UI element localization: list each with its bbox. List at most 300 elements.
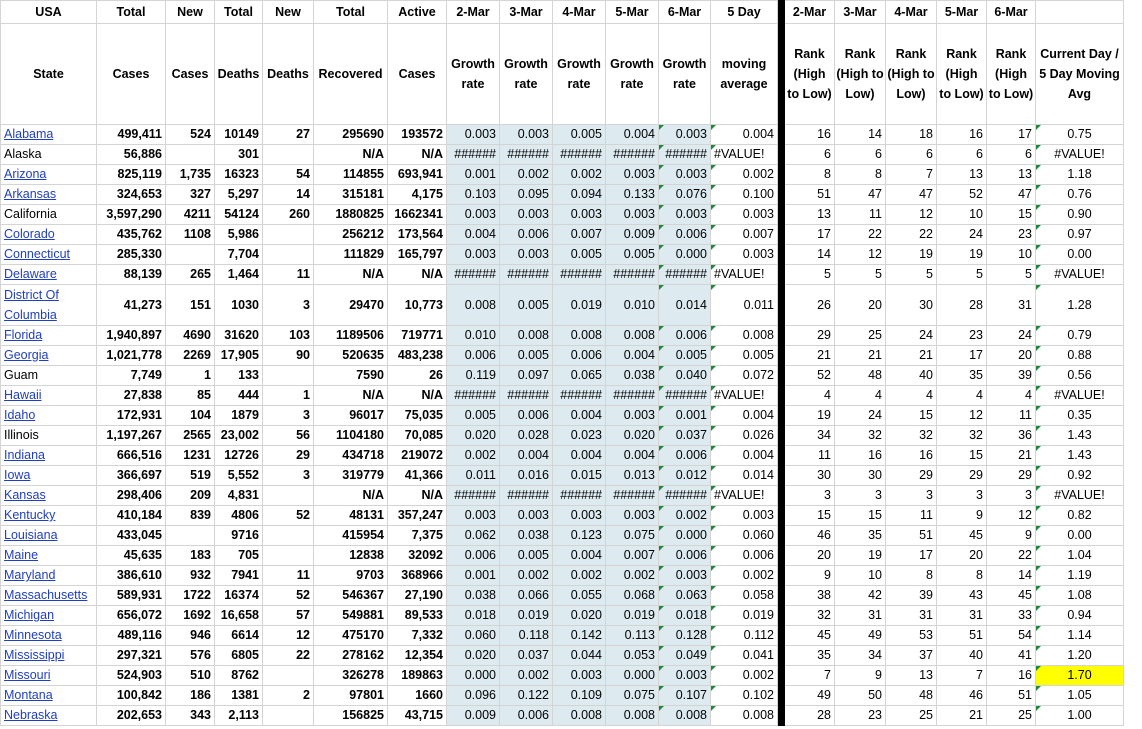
data-cell[interactable]: 18 [886, 125, 937, 145]
data-cell[interactable]: 0.018 [659, 606, 711, 626]
data-cell[interactable] [263, 486, 314, 506]
data-cell[interactable]: 40 [937, 646, 987, 666]
state-link[interactable]: Arizona [1, 165, 97, 185]
data-cell[interactable]: N/A [388, 486, 447, 506]
header-label-cell-10[interactable]: Growth rate [606, 24, 659, 125]
data-cell[interactable]: 45 [987, 586, 1036, 606]
header-date-cell-11[interactable]: 6-Mar [659, 1, 711, 24]
data-cell[interactable]: 256212 [314, 225, 388, 245]
data-cell[interactable]: 0.072 [711, 366, 778, 386]
data-cell[interactable]: 1,940,897 [97, 326, 166, 346]
data-cell[interactable]: 25 [987, 706, 1036, 726]
data-cell[interactable]: 0.56 [1036, 366, 1124, 386]
data-cell[interactable]: 0.002 [447, 446, 500, 466]
data-cell[interactable]: 45 [785, 626, 835, 646]
data-cell[interactable]: 0.100 [711, 185, 778, 205]
data-cell[interactable]: 0.014 [659, 285, 711, 326]
data-cell[interactable]: ###### [553, 486, 606, 506]
data-cell[interactable]: 114855 [314, 165, 388, 185]
data-cell[interactable]: 1.05 [1036, 686, 1124, 706]
data-cell[interactable]: 0.006 [711, 546, 778, 566]
header-label-cell-0[interactable]: State [1, 24, 97, 125]
data-cell[interactable]: 0.007 [553, 225, 606, 245]
data-cell[interactable]: ###### [659, 265, 711, 285]
data-cell[interactable]: 103 [263, 326, 314, 346]
data-cell[interactable]: 0.006 [659, 225, 711, 245]
data-cell[interactable]: 56 [263, 426, 314, 446]
data-cell[interactable]: 0.005 [553, 245, 606, 265]
data-cell[interactable]: 34 [785, 426, 835, 446]
data-cell[interactable]: 7 [886, 165, 937, 185]
data-cell[interactable]: 49 [835, 626, 886, 646]
data-cell[interactable]: 14 [835, 125, 886, 145]
data-cell[interactable]: 14 [263, 185, 314, 205]
data-cell[interactable]: 7,375 [388, 526, 447, 546]
data-cell[interactable]: 0.003 [606, 165, 659, 185]
data-cell[interactable]: 0.004 [553, 446, 606, 466]
data-cell[interactable]: 16 [785, 125, 835, 145]
data-cell[interactable]: 28 [785, 706, 835, 726]
data-cell[interactable]: 6 [785, 145, 835, 165]
data-cell[interactable]: 1.14 [1036, 626, 1124, 646]
data-cell[interactable]: 90 [263, 346, 314, 366]
data-cell[interactable]: 1104180 [314, 426, 388, 446]
data-cell[interactable]: 0.00 [1036, 526, 1124, 546]
data-cell[interactable]: 41,366 [388, 466, 447, 486]
header-label-cell-7[interactable]: Growth rate [447, 24, 500, 125]
data-cell[interactable]: 17 [937, 346, 987, 366]
data-cell[interactable]: 0.122 [500, 686, 553, 706]
data-cell[interactable]: 47 [987, 185, 1036, 205]
data-cell[interactable]: 9 [987, 526, 1036, 546]
data-cell[interactable]: 0.096 [447, 686, 500, 706]
data-cell[interactable] [263, 546, 314, 566]
data-cell[interactable]: ###### [447, 145, 500, 165]
data-cell[interactable]: 932 [166, 566, 215, 586]
data-cell[interactable]: 0.006 [500, 706, 553, 726]
data-cell[interactable]: 4690 [166, 326, 215, 346]
state-link[interactable]: Georgia [1, 346, 97, 366]
data-cell[interactable]: 15 [987, 205, 1036, 225]
header-date-cell-15[interactable]: 3-Mar [835, 1, 886, 24]
data-cell[interactable]: 10 [937, 205, 987, 225]
state-link[interactable]: Kansas [1, 486, 97, 506]
data-cell[interactable]: 2565 [166, 426, 215, 446]
state-link[interactable]: Missouri [1, 666, 97, 686]
header-label-cell-6[interactable]: Cases [388, 24, 447, 125]
data-cell[interactable]: 13 [886, 666, 937, 686]
header-date-cell-14[interactable]: 2-Mar [785, 1, 835, 24]
data-cell[interactable]: 2269 [166, 346, 215, 366]
data-cell[interactable]: 133 [215, 366, 263, 386]
data-cell[interactable]: 589,931 [97, 586, 166, 606]
header-date-cell-18[interactable]: 6-Mar [987, 1, 1036, 24]
data-cell[interactable]: 0.013 [606, 466, 659, 486]
data-cell[interactable]: 0.142 [553, 626, 606, 646]
data-cell[interactable]: 47 [835, 185, 886, 205]
data-cell[interactable]: 0.003 [500, 125, 553, 145]
data-cell[interactable]: 23 [835, 706, 886, 726]
data-cell[interactable]: 13 [987, 165, 1036, 185]
data-cell[interactable]: 3 [835, 486, 886, 506]
data-cell[interactable]: 2,113 [215, 706, 263, 726]
data-cell[interactable]: 656,072 [97, 606, 166, 626]
data-cell[interactable]: 326278 [314, 666, 388, 686]
data-cell[interactable]: 0.118 [500, 626, 553, 646]
data-cell[interactable]: 301 [215, 145, 263, 165]
data-cell[interactable] [263, 666, 314, 686]
state-link[interactable]: Indiana [1, 446, 97, 466]
data-cell[interactable]: #VALUE! [711, 486, 778, 506]
data-cell[interactable]: 0.002 [500, 566, 553, 586]
data-cell[interactable]: 4 [835, 386, 886, 406]
data-cell[interactable]: 0.003 [606, 406, 659, 426]
data-cell[interactable]: 27,190 [388, 586, 447, 606]
data-cell[interactable]: 499,411 [97, 125, 166, 145]
data-cell[interactable]: 104 [166, 406, 215, 426]
data-cell[interactable]: 7 [785, 666, 835, 686]
state-link[interactable]: Maryland [1, 566, 97, 586]
header-date-cell-4[interactable]: New [263, 1, 314, 24]
data-cell[interactable]: 693,941 [388, 165, 447, 185]
data-cell[interactable]: 0.004 [606, 346, 659, 366]
data-cell[interactable]: 0.003 [659, 125, 711, 145]
data-cell[interactable]: 0.002 [500, 666, 553, 686]
state-name-cell[interactable]: Illinois [1, 426, 97, 446]
data-cell[interactable]: 0.133 [606, 185, 659, 205]
data-cell[interactable]: 19 [937, 245, 987, 265]
data-cell[interactable]: 0.028 [500, 426, 553, 446]
data-cell[interactable]: #VALUE! [1036, 145, 1124, 165]
data-cell[interactable]: 297,321 [97, 646, 166, 666]
data-cell[interactable]: 0.037 [659, 426, 711, 446]
data-cell[interactable]: 3 [263, 285, 314, 326]
data-cell[interactable]: 3,597,290 [97, 205, 166, 225]
data-cell[interactable]: 29 [263, 446, 314, 466]
data-cell[interactable]: 19 [835, 546, 886, 566]
data-cell[interactable]: 88,139 [97, 265, 166, 285]
state-link[interactable]: Alabama [1, 125, 97, 145]
data-cell[interactable]: 29 [785, 326, 835, 346]
data-cell[interactable]: 0.060 [711, 526, 778, 546]
header-date-cell-5[interactable]: Total [314, 1, 388, 24]
data-cell[interactable]: 22 [263, 646, 314, 666]
data-cell[interactable]: 35 [835, 526, 886, 546]
data-cell[interactable]: 75,035 [388, 406, 447, 426]
data-cell[interactable]: 0.002 [711, 566, 778, 586]
data-cell[interactable]: 46 [785, 526, 835, 546]
data-cell[interactable]: 23 [937, 326, 987, 346]
data-cell[interactable]: 5 [937, 265, 987, 285]
data-cell[interactable]: 0.000 [606, 666, 659, 686]
data-cell[interactable] [263, 225, 314, 245]
data-cell[interactable]: 5 [886, 265, 937, 285]
data-cell[interactable]: 0.019 [553, 285, 606, 326]
data-cell[interactable]: 0.79 [1036, 326, 1124, 346]
data-cell[interactable]: 0.003 [659, 165, 711, 185]
data-cell[interactable]: 5,986 [215, 225, 263, 245]
data-cell[interactable]: 0.015 [553, 466, 606, 486]
data-cell[interactable]: 0.003 [447, 205, 500, 225]
data-cell[interactable]: 357,247 [388, 506, 447, 526]
data-cell[interactable]: 386,610 [97, 566, 166, 586]
data-cell[interactable]: 24 [987, 326, 1036, 346]
data-cell[interactable]: 39 [987, 366, 1036, 386]
header-label-cell-18[interactable]: Rank (High to Low) [987, 24, 1036, 125]
data-cell[interactable]: 4 [886, 386, 937, 406]
header-label-cell-14[interactable]: Rank (High to Low) [785, 24, 835, 125]
data-cell[interactable]: 0.060 [447, 626, 500, 646]
data-cell[interactable]: 0.004 [447, 225, 500, 245]
data-cell[interactable]: 11 [987, 406, 1036, 426]
data-cell[interactable]: 4211 [166, 205, 215, 225]
state-name-cell[interactable]: Guam [1, 366, 97, 386]
data-cell[interactable]: 41,273 [97, 285, 166, 326]
data-cell[interactable]: ###### [500, 386, 553, 406]
data-cell[interactable]: 7 [937, 666, 987, 686]
data-cell[interactable]: 31620 [215, 326, 263, 346]
data-cell[interactable]: 0.006 [659, 326, 711, 346]
data-cell[interactable]: 219072 [388, 446, 447, 466]
data-cell[interactable]: 0.003 [711, 506, 778, 526]
data-cell[interactable]: 32 [937, 426, 987, 446]
data-cell[interactable]: 327 [166, 185, 215, 205]
data-cell[interactable]: 21 [937, 706, 987, 726]
data-cell[interactable]: 8 [886, 566, 937, 586]
data-cell[interactable]: 52 [785, 366, 835, 386]
data-cell[interactable]: 4,175 [388, 185, 447, 205]
data-cell[interactable]: 0.113 [606, 626, 659, 646]
data-cell[interactable]: 12 [835, 245, 886, 265]
data-cell[interactable] [263, 706, 314, 726]
data-cell[interactable]: ###### [606, 265, 659, 285]
data-cell[interactable]: 7,704 [215, 245, 263, 265]
state-link[interactable]: Minnesota [1, 626, 97, 646]
data-cell[interactable]: 16 [937, 125, 987, 145]
data-cell[interactable]: 0.102 [711, 686, 778, 706]
data-cell[interactable]: 0.003 [500, 205, 553, 225]
data-cell[interactable]: ###### [659, 486, 711, 506]
data-cell[interactable]: 0.008 [500, 326, 553, 346]
data-cell[interactable]: 15 [835, 506, 886, 526]
data-cell[interactable]: 54124 [215, 205, 263, 225]
data-cell[interactable]: 0.008 [553, 326, 606, 346]
data-cell[interactable]: 1.70 [1036, 666, 1124, 686]
state-link[interactable]: Louisiana [1, 526, 97, 546]
data-cell[interactable]: 0.123 [553, 526, 606, 546]
data-cell[interactable]: ###### [553, 386, 606, 406]
data-cell[interactable]: 17,905 [215, 346, 263, 366]
data-cell[interactable]: 1189506 [314, 326, 388, 346]
data-cell[interactable]: 57 [263, 606, 314, 626]
data-cell[interactable]: 483,238 [388, 346, 447, 366]
data-cell[interactable]: 1.04 [1036, 546, 1124, 566]
data-cell[interactable]: 1.18 [1036, 165, 1124, 185]
data-cell[interactable]: 4,831 [215, 486, 263, 506]
data-cell[interactable]: 0.037 [500, 646, 553, 666]
data-cell[interactable]: 36 [987, 426, 1036, 446]
data-cell[interactable]: 172,931 [97, 406, 166, 426]
state-link[interactable]: Idaho [1, 406, 97, 426]
data-cell[interactable]: 4806 [215, 506, 263, 526]
data-cell[interactable]: 12 [263, 626, 314, 646]
data-cell[interactable]: 524 [166, 125, 215, 145]
data-cell[interactable]: 1660 [388, 686, 447, 706]
data-cell[interactable]: 0.026 [711, 426, 778, 446]
data-cell[interactable]: 519 [166, 466, 215, 486]
header-label-cell-15[interactable]: Rank (High to Low) [835, 24, 886, 125]
data-cell[interactable]: 666,516 [97, 446, 166, 466]
data-cell[interactable]: 3 [263, 466, 314, 486]
data-cell[interactable]: 0.008 [553, 706, 606, 726]
data-cell[interactable]: N/A [314, 265, 388, 285]
data-cell[interactable]: 260 [263, 205, 314, 225]
data-cell[interactable]: 444 [215, 386, 263, 406]
data-cell[interactable]: 0.004 [606, 125, 659, 145]
data-cell[interactable]: 0.003 [659, 666, 711, 686]
data-cell[interactable] [263, 526, 314, 546]
data-cell[interactable]: #VALUE! [1036, 265, 1124, 285]
data-cell[interactable]: 0.003 [500, 506, 553, 526]
data-cell[interactable]: 0.005 [500, 546, 553, 566]
data-cell[interactable]: 0.003 [711, 245, 778, 265]
data-cell[interactable]: 56,886 [97, 145, 166, 165]
data-cell[interactable]: 32 [785, 606, 835, 626]
data-cell[interactable]: 11 [785, 446, 835, 466]
data-cell[interactable]: 0.003 [659, 566, 711, 586]
data-cell[interactable]: 0.002 [606, 566, 659, 586]
data-cell[interactable]: 1 [166, 366, 215, 386]
data-cell[interactable]: 46 [937, 686, 987, 706]
data-cell[interactable]: 1.43 [1036, 446, 1124, 466]
data-cell[interactable]: 0.019 [500, 606, 553, 626]
data-cell[interactable]: N/A [314, 386, 388, 406]
data-cell[interactable]: 15 [886, 406, 937, 426]
data-cell[interactable]: 410,184 [97, 506, 166, 526]
data-cell[interactable]: ###### [606, 486, 659, 506]
data-cell[interactable]: 0.040 [659, 366, 711, 386]
header-label-cell-16[interactable]: Rank (High to Low) [886, 24, 937, 125]
data-cell[interactable]: 0.094 [553, 185, 606, 205]
data-cell[interactable]: 30 [835, 466, 886, 486]
data-cell[interactable]: 21 [987, 446, 1036, 466]
data-cell[interactable]: 0.004 [711, 446, 778, 466]
data-cell[interactable]: 0.053 [606, 646, 659, 666]
data-cell[interactable]: 319779 [314, 466, 388, 486]
data-cell[interactable]: 546367 [314, 586, 388, 606]
data-cell[interactable]: 32 [835, 426, 886, 446]
data-cell[interactable]: 202,653 [97, 706, 166, 726]
data-cell[interactable]: 5 [987, 265, 1036, 285]
data-cell[interactable]: 0.019 [606, 606, 659, 626]
data-cell[interactable]: 0.018 [447, 606, 500, 626]
data-cell[interactable]: 6 [835, 145, 886, 165]
data-cell[interactable]: 0.095 [500, 185, 553, 205]
data-cell[interactable]: 43 [937, 586, 987, 606]
header-label-cell-17[interactable]: Rank (High to Low) [937, 24, 987, 125]
data-cell[interactable]: 1.08 [1036, 586, 1124, 606]
data-cell[interactable]: 29470 [314, 285, 388, 326]
data-cell[interactable]: 35 [785, 646, 835, 666]
data-cell[interactable]: 26 [388, 366, 447, 386]
data-cell[interactable]: N/A [314, 486, 388, 506]
data-cell[interactable]: 0.006 [659, 446, 711, 466]
data-cell[interactable]: 0.008 [606, 706, 659, 726]
data-cell[interactable]: 0.003 [447, 245, 500, 265]
data-cell[interactable]: 719771 [388, 326, 447, 346]
data-cell[interactable]: 1108 [166, 225, 215, 245]
data-cell[interactable] [263, 145, 314, 165]
data-cell[interactable]: 10149 [215, 125, 263, 145]
data-cell[interactable]: 1,464 [215, 265, 263, 285]
data-cell[interactable]: 0.007 [606, 546, 659, 566]
header-date-cell-3[interactable]: Total [215, 1, 263, 24]
data-cell[interactable]: 0.005 [606, 245, 659, 265]
state-link[interactable]: Colorado [1, 225, 97, 245]
data-cell[interactable]: 0.005 [500, 285, 553, 326]
data-cell[interactable]: 1.00 [1036, 706, 1124, 726]
data-cell[interactable]: 0.000 [659, 245, 711, 265]
data-cell[interactable]: 45 [937, 526, 987, 546]
data-cell[interactable]: ###### [606, 386, 659, 406]
data-cell[interactable]: 19 [886, 245, 937, 265]
data-cell[interactable]: 16 [886, 446, 937, 466]
data-cell[interactable]: 111829 [314, 245, 388, 265]
data-cell[interactable]: 298,406 [97, 486, 166, 506]
state-link[interactable]: Hawaii [1, 386, 97, 406]
data-cell[interactable]: 0.010 [447, 326, 500, 346]
data-cell[interactable]: 0.35 [1036, 406, 1124, 426]
data-cell[interactable]: 10 [835, 566, 886, 586]
data-cell[interactable]: 50 [835, 686, 886, 706]
data-cell[interactable]: 37 [886, 646, 937, 666]
data-cell[interactable]: 0.076 [659, 185, 711, 205]
data-cell[interactable]: 20 [835, 285, 886, 326]
data-cell[interactable]: 0.006 [500, 225, 553, 245]
data-cell[interactable]: 0.002 [500, 165, 553, 185]
data-cell[interactable]: 25 [886, 706, 937, 726]
data-cell[interactable]: 0.001 [447, 566, 500, 586]
data-cell[interactable]: 0.075 [606, 526, 659, 546]
data-cell[interactable]: 11 [263, 265, 314, 285]
data-cell[interactable]: 10,773 [388, 285, 447, 326]
header-label-cell-5[interactable]: Recovered [314, 24, 388, 125]
state-link[interactable]: Nebraska [1, 706, 97, 726]
data-cell[interactable]: 6805 [215, 646, 263, 666]
data-cell[interactable]: 0.008 [606, 326, 659, 346]
data-cell[interactable]: 315181 [314, 185, 388, 205]
state-link[interactable]: Arkansas [1, 185, 97, 205]
data-cell[interactable]: 209 [166, 486, 215, 506]
state-link[interactable]: Maine [1, 546, 97, 566]
data-cell[interactable]: 0.003 [659, 205, 711, 225]
data-cell[interactable]: 0.008 [711, 706, 778, 726]
data-cell[interactable]: 8 [937, 566, 987, 586]
data-cell[interactable]: 51 [886, 526, 937, 546]
data-cell[interactable]: 23,002 [215, 426, 263, 446]
data-cell[interactable]: 22 [835, 225, 886, 245]
data-cell[interactable]: 3 [987, 486, 1036, 506]
data-cell[interactable]: #VALUE! [711, 386, 778, 406]
data-cell[interactable]: 366,697 [97, 466, 166, 486]
data-cell[interactable]: 0.000 [659, 526, 711, 546]
data-cell[interactable]: 1722 [166, 586, 215, 606]
data-cell[interactable]: 0.006 [659, 546, 711, 566]
state-link[interactable]: Kentucky [1, 506, 97, 526]
data-cell[interactable]: 0.006 [553, 346, 606, 366]
data-cell[interactable]: 1381 [215, 686, 263, 706]
data-cell[interactable]: 0.001 [447, 165, 500, 185]
